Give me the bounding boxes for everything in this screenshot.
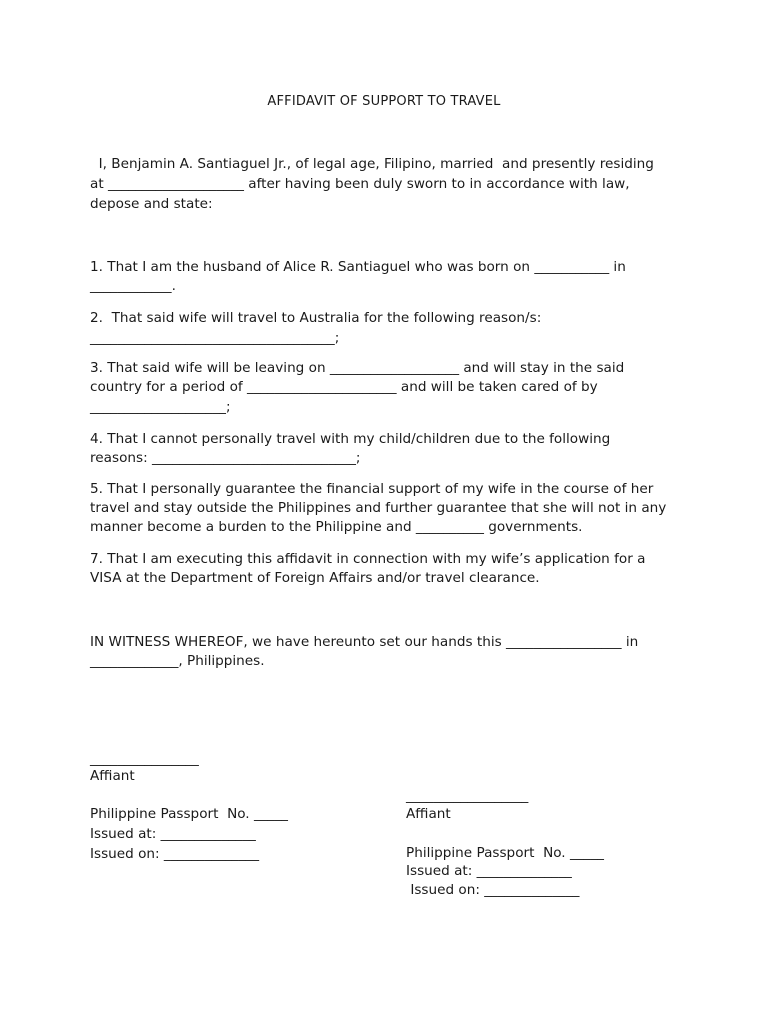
item-7-line-1: 7. That I am executing this affidavit in connection with my wife’s application for a xyxy=(90,551,646,567)
affiant-right-issued-on: Issued on: ______________ xyxy=(406,882,580,898)
item-7-line-2: VISA at the Department of Foreign Affairs and/or travel clearance. xyxy=(90,570,540,586)
intro-line-1: I, Benjamin A. Santiaguel Jr., of legal age, Filipino, married and presently residing xyxy=(90,156,654,172)
item-2-line-1: 2. That said wife will travel to Australia for the following reason/s: xyxy=(90,310,542,326)
affiant-left-signature-line: ________________ xyxy=(90,751,199,767)
item-2-line-2: ____________________________________; xyxy=(90,330,340,346)
item-3-line-2: country for a period of ______________________ and will be taken cared of by xyxy=(90,379,598,395)
affiant-left-issued-on: Issued on: ______________ xyxy=(90,846,260,862)
affiant-right-signature-line: __________________ xyxy=(406,788,529,804)
affiant-left-passport: Philippine Passport No. _____ xyxy=(90,806,288,822)
item-1-line-2: ____________. xyxy=(90,278,176,294)
affiant-right-label: Affiant xyxy=(406,806,451,822)
item-1-line-1: 1. That I am the husband of Alice R. Santiaguel who was born on ___________ in xyxy=(90,259,626,275)
item-3-line-3: ____________________; xyxy=(90,399,231,415)
intro-line-3: depose and state: xyxy=(90,196,213,212)
document-title: AFFIDAVIT OF SUPPORT TO TRAVEL xyxy=(267,94,501,109)
item-4-line-2: reasons: ______________________________; xyxy=(90,450,361,466)
intro-line-2: at ____________________ after having been duly sworn to in accordance with law, xyxy=(90,176,630,192)
witness-line-2: _____________, Philippines. xyxy=(90,653,265,669)
item-4-line-1: 4. That I cannot personally travel with my child/children due to the following xyxy=(90,431,611,447)
item-5-line-1: 5. That I personally guarantee the financial support of my wife in the course of her xyxy=(90,481,654,497)
item-5-line-2: travel and stay outside the Philippines and further guarantee that she will not in any xyxy=(90,500,667,516)
affiant-left-label: Affiant xyxy=(90,768,135,784)
item-3-line-1: 3. That said wife will be leaving on ___________________ and will stay in the said xyxy=(90,360,625,376)
witness-line-1: IN WITNESS WHEREOF, we have hereunto set our hands this _________________ in xyxy=(90,634,639,650)
affiant-right-issued-at: Issued at: ______________ xyxy=(406,863,572,879)
affiant-right-passport: Philippine Passport No. _____ xyxy=(406,845,604,861)
affiant-left-issued-at: Issued at: ______________ xyxy=(90,826,256,842)
item-5-line-3: manner become a burden to the Philippine and __________ governments. xyxy=(90,519,583,535)
